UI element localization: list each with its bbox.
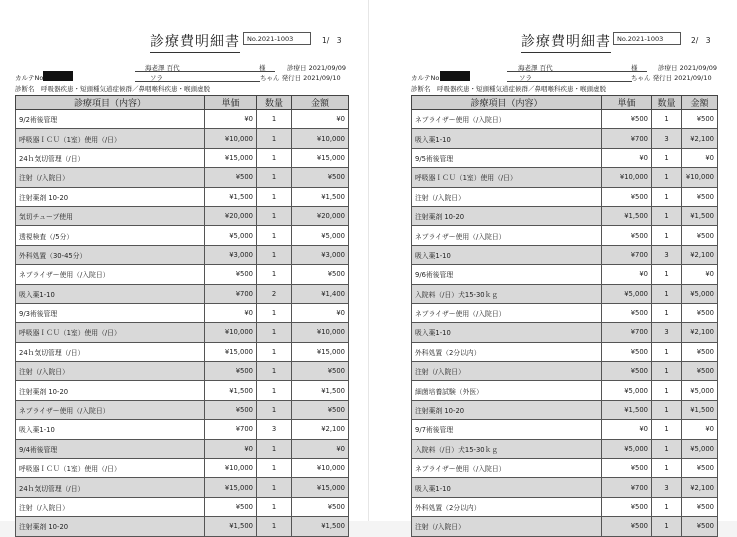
cell-qty: 1 bbox=[257, 478, 292, 497]
items-table bbox=[411, 95, 718, 537]
cell-price: ¥0 bbox=[205, 110, 257, 129]
header-item: 診療項目（内容） bbox=[412, 96, 602, 110]
page-number: 2/ 3 bbox=[691, 36, 711, 45]
cell-item: 外科処置（30-45分） bbox=[16, 245, 205, 264]
header-item: 診療項目（内容） bbox=[16, 96, 205, 110]
header-amount: 金額 bbox=[682, 96, 718, 110]
cell-price: ¥20,000 bbox=[205, 206, 257, 225]
cell-qty: 1 bbox=[652, 148, 682, 167]
header-qty: 数量 bbox=[257, 96, 292, 110]
invoice-number: No.2021-1003 bbox=[613, 32, 681, 45]
pet-name: ソラ bbox=[519, 74, 532, 82]
table-row bbox=[16, 497, 349, 516]
cell-price: ¥3,000 bbox=[205, 245, 257, 264]
header-qty: 数量 bbox=[652, 96, 682, 110]
pet-underline bbox=[507, 81, 632, 82]
cell-price: ¥500 bbox=[205, 265, 257, 284]
table-row bbox=[412, 303, 718, 322]
cell-amount: ¥5,000 bbox=[292, 226, 349, 245]
cell-item: 吸入薬1-10 bbox=[16, 284, 205, 303]
cell-qty: 3 bbox=[652, 323, 682, 342]
table-row bbox=[412, 400, 718, 419]
exam-date: 診療日 2021/09/09 bbox=[287, 64, 347, 72]
table-row bbox=[16, 265, 349, 284]
cell-amount: ¥1,400 bbox=[292, 284, 349, 303]
cell-amount: ¥500 bbox=[682, 187, 718, 206]
cell-qty: 3 bbox=[652, 129, 682, 148]
cell-item: 外科処置（2分以内） bbox=[412, 497, 602, 516]
table-row bbox=[16, 245, 349, 264]
redacted-chart-number bbox=[43, 71, 73, 81]
cell-amount: ¥0 bbox=[292, 439, 349, 458]
cell-price: ¥500 bbox=[602, 187, 652, 206]
cell-qty: 1 bbox=[257, 497, 292, 516]
issue-date: ちゃん 発行日 2021/09/10 bbox=[260, 74, 341, 82]
cell-item: 注射（/入院日） bbox=[412, 517, 602, 536]
table-row bbox=[412, 342, 718, 361]
cell-item: 呼吸器ＩＣＵ（1室）使用（/日） bbox=[16, 323, 205, 342]
cell-item: 24ｈ気切管理（/日） bbox=[16, 148, 205, 167]
table-row bbox=[412, 187, 718, 206]
cell-qty: 1 bbox=[257, 517, 292, 536]
cell-qty: 1 bbox=[257, 226, 292, 245]
owner-name: 海老澤 百代 bbox=[145, 64, 180, 72]
cell-amount: ¥1,500 bbox=[292, 381, 349, 400]
cell-amount: ¥10,000 bbox=[292, 459, 349, 478]
cell-qty: 1 bbox=[257, 303, 292, 322]
owner-name: 海老澤 百代 bbox=[518, 64, 553, 72]
chart-label: カルテNo bbox=[411, 74, 440, 82]
cell-amount: ¥2,100 bbox=[682, 129, 718, 148]
cell-amount: ¥500 bbox=[682, 226, 718, 245]
cell-item: 注射（/入院日） bbox=[412, 187, 602, 206]
cell-amount: ¥500 bbox=[682, 459, 718, 478]
table-row bbox=[412, 439, 718, 458]
table-row bbox=[16, 381, 349, 400]
table-header-row bbox=[412, 96, 718, 110]
items-table bbox=[15, 95, 349, 537]
table-row bbox=[16, 168, 349, 187]
cell-item: 吸入薬1-10 bbox=[412, 323, 602, 342]
cell-amount: ¥0 bbox=[292, 303, 349, 322]
cell-amount: ¥1,500 bbox=[292, 187, 349, 206]
cell-amount: ¥0 bbox=[682, 265, 718, 284]
cell-amount: ¥500 bbox=[292, 400, 349, 419]
cell-item: 9/5術後管理 bbox=[412, 148, 602, 167]
cell-price: ¥5,000 bbox=[602, 284, 652, 303]
table-row bbox=[412, 497, 718, 516]
cell-amount: ¥500 bbox=[682, 342, 718, 361]
cell-qty: 1 bbox=[652, 226, 682, 245]
table-row bbox=[412, 129, 718, 148]
cell-qty: 3 bbox=[257, 420, 292, 439]
cell-price: ¥500 bbox=[602, 226, 652, 245]
cell-amount: ¥500 bbox=[682, 517, 718, 536]
table-row bbox=[16, 206, 349, 225]
table-row bbox=[16, 303, 349, 322]
cell-price: ¥500 bbox=[602, 303, 652, 322]
cell-price: ¥1,500 bbox=[602, 400, 652, 419]
chart-label: カルテNo bbox=[15, 74, 44, 82]
table-row bbox=[412, 478, 718, 497]
invoice-page-1 bbox=[0, 0, 368, 532]
cell-qty: 1 bbox=[257, 381, 292, 400]
cell-price: ¥500 bbox=[602, 362, 652, 381]
cell-price: ¥15,000 bbox=[205, 342, 257, 361]
redacted-chart-number bbox=[440, 71, 470, 81]
cell-item: 9/6術後管理 bbox=[412, 265, 602, 284]
table-row bbox=[16, 362, 349, 381]
table-row bbox=[412, 517, 718, 536]
table-row bbox=[412, 323, 718, 342]
table-row bbox=[16, 226, 349, 245]
cell-item: 細菌培養試験（外医） bbox=[412, 381, 602, 400]
cell-item: 気切チューブ使用 bbox=[16, 206, 205, 225]
cell-price: ¥1,500 bbox=[205, 381, 257, 400]
cell-price: ¥700 bbox=[602, 478, 652, 497]
cell-amount: ¥10,000 bbox=[682, 168, 718, 187]
pet-name: ソラ bbox=[150, 74, 163, 82]
cell-qty: 1 bbox=[257, 129, 292, 148]
cell-qty: 1 bbox=[652, 439, 682, 458]
page-title: 診療費明細書 bbox=[150, 31, 240, 53]
cell-price: ¥0 bbox=[205, 439, 257, 458]
cell-qty: 1 bbox=[257, 362, 292, 381]
cell-price: ¥0 bbox=[205, 303, 257, 322]
cell-qty: 1 bbox=[257, 148, 292, 167]
cell-price: ¥15,000 bbox=[205, 478, 257, 497]
cell-qty: 1 bbox=[652, 459, 682, 478]
table-row bbox=[412, 110, 718, 129]
cell-price: ¥500 bbox=[205, 362, 257, 381]
table-row bbox=[16, 517, 349, 536]
cell-qty: 1 bbox=[257, 206, 292, 225]
invoice-number: No.2021-1003 bbox=[243, 32, 311, 45]
table-header-row bbox=[16, 96, 349, 110]
cell-item: 9/7術後管理 bbox=[412, 420, 602, 439]
cell-qty: 1 bbox=[257, 439, 292, 458]
cell-qty: 3 bbox=[652, 478, 682, 497]
cell-amount: ¥500 bbox=[682, 362, 718, 381]
table-row bbox=[412, 226, 718, 245]
cell-amount: ¥1,500 bbox=[292, 517, 349, 536]
table-row bbox=[16, 284, 349, 303]
cell-item: ネブライザー使用（/入院日） bbox=[412, 226, 602, 245]
table-row bbox=[16, 148, 349, 167]
cell-price: ¥500 bbox=[205, 400, 257, 419]
cell-price: ¥0 bbox=[602, 420, 652, 439]
cell-price: ¥700 bbox=[205, 420, 257, 439]
cell-amount: ¥1,500 bbox=[682, 400, 718, 419]
cell-amount: ¥500 bbox=[292, 362, 349, 381]
cell-price: ¥10,000 bbox=[602, 168, 652, 187]
cell-item: ネブライザー使用（/入院日） bbox=[16, 265, 205, 284]
cell-amount: ¥20,000 bbox=[292, 206, 349, 225]
cell-amount: ¥15,000 bbox=[292, 342, 349, 361]
exam-date: 診療日 2021/09/09 bbox=[658, 64, 718, 72]
cell-qty: 1 bbox=[257, 110, 292, 129]
invoice-page-2 bbox=[368, 0, 737, 532]
cell-item: 吸入薬1-10 bbox=[412, 129, 602, 148]
cell-item: 吸入薬1-10 bbox=[16, 420, 205, 439]
cell-price: ¥5,000 bbox=[602, 381, 652, 400]
cell-amount: ¥10,000 bbox=[292, 323, 349, 342]
cell-item: ネブライザー使用（/入院日） bbox=[412, 303, 602, 322]
table-row bbox=[412, 245, 718, 264]
cell-item: 9/3術後管理 bbox=[16, 303, 205, 322]
cell-item: 注射薬剤 10-20 bbox=[16, 381, 205, 400]
table-row bbox=[16, 110, 349, 129]
pet-underline bbox=[135, 81, 260, 82]
table-row bbox=[16, 439, 349, 458]
cell-item: 注射（/入院日） bbox=[16, 362, 205, 381]
cell-price: ¥500 bbox=[602, 517, 652, 536]
table-row bbox=[16, 478, 349, 497]
table-row bbox=[16, 129, 349, 148]
cell-price: ¥10,000 bbox=[205, 129, 257, 148]
cell-amount: ¥5,000 bbox=[682, 439, 718, 458]
cell-item: 注射（/入院日） bbox=[412, 362, 602, 381]
cell-price: ¥500 bbox=[602, 110, 652, 129]
cell-price: ¥700 bbox=[602, 323, 652, 342]
cell-item: 呼吸器ＩＣＵ（1室）使用（/日） bbox=[412, 168, 602, 187]
cell-amount: ¥0 bbox=[682, 148, 718, 167]
cell-item: 入院料（/日）犬15-30ｋｇ bbox=[412, 284, 602, 303]
cell-qty: 1 bbox=[652, 284, 682, 303]
cell-amount: ¥500 bbox=[292, 168, 349, 187]
cell-qty: 1 bbox=[257, 459, 292, 478]
cell-qty: 1 bbox=[257, 265, 292, 284]
issue-date: ちゃん 発行日 2021/09/10 bbox=[631, 74, 712, 82]
cell-price: ¥700 bbox=[602, 245, 652, 264]
cell-item: 24ｈ気切管理（/日） bbox=[16, 342, 205, 361]
owner-underline bbox=[135, 71, 275, 72]
cell-amount: ¥2,100 bbox=[682, 245, 718, 264]
owner-underline bbox=[507, 71, 647, 72]
cell-amount: ¥5,000 bbox=[682, 381, 718, 400]
table-row bbox=[16, 400, 349, 419]
cell-amount: ¥2,100 bbox=[682, 478, 718, 497]
cell-qty: 1 bbox=[257, 168, 292, 187]
header-price: 単価 bbox=[602, 96, 652, 110]
cell-qty: 1 bbox=[257, 323, 292, 342]
cell-qty: 1 bbox=[652, 381, 682, 400]
table-row bbox=[412, 381, 718, 400]
cell-qty: 3 bbox=[652, 245, 682, 264]
cell-amount: ¥2,100 bbox=[292, 420, 349, 439]
cell-price: ¥5,000 bbox=[205, 226, 257, 245]
cell-qty: 1 bbox=[652, 362, 682, 381]
cell-qty: 1 bbox=[652, 265, 682, 284]
table-row bbox=[412, 420, 718, 439]
table-row bbox=[412, 459, 718, 478]
cell-item: 吸入薬1-10 bbox=[412, 478, 602, 497]
cell-amount: ¥500 bbox=[292, 265, 349, 284]
cell-amount: ¥500 bbox=[682, 303, 718, 322]
cell-amount: ¥15,000 bbox=[292, 148, 349, 167]
cell-price: ¥500 bbox=[205, 168, 257, 187]
cell-qty: 1 bbox=[652, 342, 682, 361]
cell-item: ネブライザー使用（/入院日） bbox=[412, 459, 602, 478]
cell-item: 吸入薬1-10 bbox=[412, 245, 602, 264]
diagnosis: 診断名 呼吸器疾患・短頭種気道症候群／鼻咽喉科疾患・喉頭虚脱 bbox=[411, 85, 606, 93]
cell-qty: 1 bbox=[652, 187, 682, 206]
cell-qty: 1 bbox=[652, 420, 682, 439]
table-row bbox=[412, 265, 718, 284]
table-row bbox=[412, 284, 718, 303]
cell-item: ネブライザー使用（/入院日） bbox=[16, 400, 205, 419]
cell-qty: 1 bbox=[652, 206, 682, 225]
cell-amount: ¥1,500 bbox=[682, 206, 718, 225]
cell-qty: 1 bbox=[652, 497, 682, 516]
cell-qty: 1 bbox=[652, 110, 682, 129]
cell-item: 注射薬剤 10-20 bbox=[16, 517, 205, 536]
cell-qty: 1 bbox=[257, 342, 292, 361]
cell-item: 注射（/入院日） bbox=[16, 168, 205, 187]
cell-item: ネブライザー使用（/入院日） bbox=[412, 110, 602, 129]
cell-price: ¥500 bbox=[602, 459, 652, 478]
cell-price: ¥10,000 bbox=[205, 459, 257, 478]
table-row bbox=[412, 148, 718, 167]
cell-amount: ¥2,100 bbox=[682, 323, 718, 342]
cell-price: ¥0 bbox=[602, 148, 652, 167]
table-row bbox=[412, 206, 718, 225]
cell-price: ¥700 bbox=[602, 129, 652, 148]
cell-price: ¥500 bbox=[602, 342, 652, 361]
honorific: 様 bbox=[259, 64, 266, 72]
cell-item: 注射（/入院日） bbox=[16, 497, 205, 516]
cell-qty: 2 bbox=[257, 284, 292, 303]
cell-item: 外科処置（2分以内） bbox=[412, 342, 602, 361]
cell-qty: 1 bbox=[652, 517, 682, 536]
cell-amount: ¥500 bbox=[292, 497, 349, 516]
cell-amount: ¥500 bbox=[682, 110, 718, 129]
page-title: 診療費明細書 bbox=[521, 31, 611, 53]
cell-qty: 1 bbox=[652, 168, 682, 187]
header-price: 単価 bbox=[205, 96, 257, 110]
cell-qty: 1 bbox=[257, 400, 292, 419]
cell-price: ¥15,000 bbox=[205, 148, 257, 167]
cell-qty: 1 bbox=[652, 303, 682, 322]
cell-amount: ¥3,000 bbox=[292, 245, 349, 264]
cell-qty: 1 bbox=[257, 187, 292, 206]
cell-amount: ¥0 bbox=[292, 110, 349, 129]
cell-price: ¥1,500 bbox=[205, 187, 257, 206]
cell-amount: ¥500 bbox=[682, 497, 718, 516]
cell-item: 24ｈ気切管理（/日） bbox=[16, 478, 205, 497]
cell-qty: 1 bbox=[652, 400, 682, 419]
cell-price: ¥500 bbox=[205, 497, 257, 516]
cell-item: 9/2術後管理 bbox=[16, 110, 205, 129]
table-row bbox=[16, 323, 349, 342]
cell-item: 注射薬剤 10-20 bbox=[412, 206, 602, 225]
table-row bbox=[16, 187, 349, 206]
cell-item: 呼吸器ＩＣＵ（1室）使用（/日） bbox=[16, 459, 205, 478]
cell-amount: ¥0 bbox=[682, 420, 718, 439]
cell-item: 呼吸器ＩＣＵ（1室）使用（/日） bbox=[16, 129, 205, 148]
diagnosis: 診断名 呼吸器疾患・短頭種気道症候群／鼻咽喉科疾患・喉頭虚脱 bbox=[15, 85, 210, 93]
cell-item: 透視検査（/5分） bbox=[16, 226, 205, 245]
table-row bbox=[412, 362, 718, 381]
cell-amount: ¥5,000 bbox=[682, 284, 718, 303]
cell-price: ¥700 bbox=[205, 284, 257, 303]
cell-price: ¥10,000 bbox=[205, 323, 257, 342]
cell-item: 注射薬剤 10-20 bbox=[16, 187, 205, 206]
cell-item: 9/4術後管理 bbox=[16, 439, 205, 458]
table-row bbox=[16, 342, 349, 361]
table-row bbox=[16, 459, 349, 478]
cell-price: ¥1,500 bbox=[205, 517, 257, 536]
cell-price: ¥0 bbox=[602, 265, 652, 284]
cell-price: ¥500 bbox=[602, 497, 652, 516]
table-row bbox=[412, 168, 718, 187]
cell-amount: ¥10,000 bbox=[292, 129, 349, 148]
honorific: 様 bbox=[631, 64, 638, 72]
cell-price: ¥1,500 bbox=[602, 206, 652, 225]
cell-item: 注射薬剤 10-20 bbox=[412, 400, 602, 419]
cell-item: 入院料（/日）犬15-30ｋｇ bbox=[412, 439, 602, 458]
cell-qty: 1 bbox=[257, 245, 292, 264]
cell-price: ¥5,000 bbox=[602, 439, 652, 458]
table-row bbox=[16, 420, 349, 439]
header-amount: 金額 bbox=[292, 96, 349, 110]
cell-amount: ¥15,000 bbox=[292, 478, 349, 497]
page-number: 1/ 3 bbox=[322, 36, 342, 45]
